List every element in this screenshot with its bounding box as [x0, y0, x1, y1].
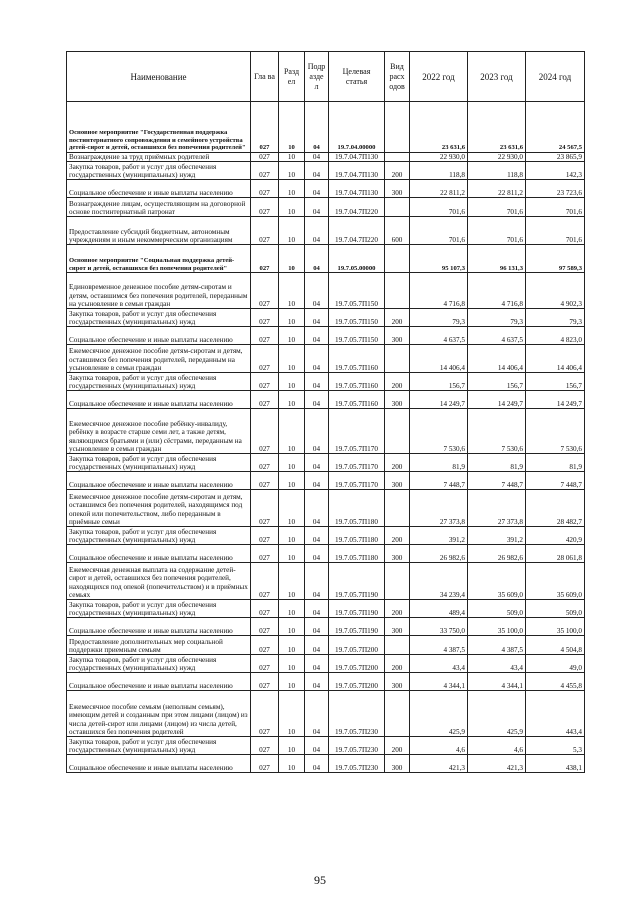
cell-glava: 027: [251, 327, 279, 345]
cell-statya: 19.7.05.7П200: [329, 655, 385, 673]
cell-statya: 19.7.05.7П160: [329, 391, 385, 409]
cell-vid: [385, 102, 410, 153]
cell-podrazdel: 04: [305, 472, 329, 490]
cell-podrazdel: 04: [305, 373, 329, 391]
cell-statya: 19.7.05.7П150: [329, 309, 385, 327]
table-row: [67, 309, 585, 327]
table-row: [67, 198, 585, 217]
cell-2024: 142,3: [526, 162, 585, 180]
cell-statya: 19.7.05.7П230: [329, 755, 385, 773]
cell-statya: 19.7.05.7П190: [329, 563, 385, 600]
cell-statya: 19.7.05.7П190: [329, 618, 385, 636]
table-row: [67, 162, 585, 180]
cell-statya: 19.7.05.7П150: [329, 273, 385, 309]
cell-vid: 600: [385, 217, 410, 245]
cell-glava: 027: [251, 618, 279, 636]
cell-2022: 156,7: [410, 373, 468, 391]
cell-podrazdel: 04: [305, 545, 329, 563]
cell-2022: 489,4: [410, 600, 468, 618]
cell-2023: 7 448,7: [468, 472, 526, 490]
cell-name: Закупка товаров, работ и услуг для обеспечения государственных (муниципальных) нужд: [67, 600, 251, 618]
cell-podrazdel: 04: [305, 527, 329, 545]
cell-2024: 701,6: [526, 217, 585, 245]
cell-2023: 7 530,6: [468, 409, 526, 454]
cell-vid: 200: [385, 527, 410, 545]
cell-2023: 26 982,6: [468, 545, 526, 563]
table-row: [67, 180, 585, 198]
cell-glava: 027: [251, 273, 279, 309]
cell-2023: 701,6: [468, 217, 526, 245]
table-row: [67, 391, 585, 409]
cell-2022: 7 448,7: [410, 472, 468, 490]
cell-vid: [385, 636, 410, 655]
cell-statya: 19.7.05.7П180: [329, 527, 385, 545]
cell-vid: 200: [385, 454, 410, 472]
header-name: Наименование: [67, 52, 251, 102]
cell-2023: 23 631,6: [468, 102, 526, 153]
cell-2024: 4 455,8: [526, 673, 585, 691]
cell-2024: 4 902,3: [526, 273, 585, 309]
cell-2023: 96 131,3: [468, 245, 526, 273]
cell-2022: 22 930,0: [410, 153, 468, 162]
cell-glava: 027: [251, 673, 279, 691]
cell-2022: 27 373,8: [410, 490, 468, 527]
cell-statya: 19.7.05.7П200: [329, 636, 385, 655]
cell-2023: 27 373,8: [468, 490, 526, 527]
cell-glava: 027: [251, 345, 279, 373]
cell-vid: 300: [385, 755, 410, 773]
cell-vid: [385, 563, 410, 600]
cell-podrazdel: 04: [305, 409, 329, 454]
cell-podrazdel: 04: [305, 391, 329, 409]
cell-razdel: 10: [279, 273, 305, 309]
table-row: [67, 527, 585, 545]
cell-razdel: 10: [279, 472, 305, 490]
cell-2024: 35 609,0: [526, 563, 585, 600]
cell-vid: 300: [385, 472, 410, 490]
table-header-row: [67, 52, 585, 102]
cell-2023: 421,3: [468, 755, 526, 773]
header-statya: Целевая статья: [329, 52, 385, 102]
cell-razdel: 10: [279, 409, 305, 454]
cell-2022: 4 344,1: [410, 673, 468, 691]
cell-2024: 97 589,3: [526, 245, 585, 273]
cell-2023: 43,4: [468, 655, 526, 673]
cell-vid: 300: [385, 180, 410, 198]
cell-name: Ежемесячное денежное пособие ребёнку-инвалиду, ребёнку в возрасте старше семи лет, а также детям, являющимся братьями и (или) сёстрами, переданным на усыновление в семьи граждан: [67, 409, 251, 454]
cell-2022: 14 249,7: [410, 391, 468, 409]
cell-2022: 421,3: [410, 755, 468, 773]
cell-razdel: 10: [279, 309, 305, 327]
cell-2023: 14 249,7: [468, 391, 526, 409]
table-row: [67, 472, 585, 490]
cell-2024: 4 504,8: [526, 636, 585, 655]
cell-glava: 027: [251, 373, 279, 391]
cell-2022: 33 750,0: [410, 618, 468, 636]
table-row: [67, 691, 585, 737]
page-number: 95: [314, 873, 326, 887]
table-row: [67, 345, 585, 373]
cell-razdel: 10: [279, 217, 305, 245]
table-row: [67, 655, 585, 673]
cell-statya: 19.7.05.7П200: [329, 673, 385, 691]
table-row: [67, 600, 585, 618]
cell-podrazdel: 04: [305, 490, 329, 527]
cell-vid: 300: [385, 673, 410, 691]
header-2023: 2023 год: [468, 52, 526, 102]
cell-vid: 200: [385, 655, 410, 673]
cell-razdel: 10: [279, 655, 305, 673]
cell-glava: 027: [251, 180, 279, 198]
cell-vid: 200: [385, 600, 410, 618]
cell-razdel: 10: [279, 618, 305, 636]
cell-statya: 19.7.05.7П160: [329, 345, 385, 373]
cell-vid: 200: [385, 737, 410, 755]
cell-vid: [385, 490, 410, 527]
cell-podrazdel: 04: [305, 454, 329, 472]
cell-2024: 7 530,6: [526, 409, 585, 454]
cell-vid: 300: [385, 618, 410, 636]
cell-podrazdel: 04: [305, 755, 329, 773]
cell-2022: 4 637,5: [410, 327, 468, 345]
cell-2022: 118,8: [410, 162, 468, 180]
cell-vid: [385, 153, 410, 162]
cell-2024: 81,9: [526, 454, 585, 472]
cell-glava: 027: [251, 527, 279, 545]
cell-vid: 200: [385, 309, 410, 327]
table-row: [67, 490, 585, 527]
table-body: [67, 102, 585, 773]
cell-name: Социальное обеспечение и иные выплаты населению: [67, 545, 251, 563]
cell-2022: 14 406,4: [410, 345, 468, 373]
cell-2022: 4 716,8: [410, 273, 468, 309]
cell-glava: 027: [251, 217, 279, 245]
cell-glava: 027: [251, 737, 279, 755]
cell-2024: 14 406,4: [526, 345, 585, 373]
cell-razdel: 10: [279, 527, 305, 545]
cell-razdel: 10: [279, 245, 305, 273]
cell-podrazdel: 04: [305, 618, 329, 636]
cell-2023: 701,6: [468, 198, 526, 217]
cell-statya: 19.7.05.7П230: [329, 737, 385, 755]
table-row: [67, 153, 585, 162]
cell-glava: 027: [251, 153, 279, 162]
cell-glava: 027: [251, 102, 279, 153]
cell-2023: 425,9: [468, 691, 526, 737]
cell-vid: 300: [385, 545, 410, 563]
cell-podrazdel: 04: [305, 673, 329, 691]
cell-2023: 4 637,5: [468, 327, 526, 345]
cell-2022: 425,9: [410, 691, 468, 737]
table-row: [67, 327, 585, 345]
cell-name: Закупка товаров, работ и услуг для обеспечения государственных (муниципальных) нужд: [67, 527, 251, 545]
cell-name: Социальное обеспечение и иные выплаты населению: [67, 180, 251, 198]
cell-2024: 24 567,5: [526, 102, 585, 153]
cell-2022: 4 387,5: [410, 636, 468, 655]
cell-razdel: 10: [279, 737, 305, 755]
cell-2022: 95 107,3: [410, 245, 468, 273]
cell-statya: 19.7.04.00000: [329, 102, 385, 153]
cell-2024: 35 100,0: [526, 618, 585, 636]
header-2022: 2022 год: [410, 52, 468, 102]
cell-2022: 26 982,6: [410, 545, 468, 563]
header-glava: Гла ва: [251, 52, 279, 102]
header-podrazdel: Подр азде л: [305, 52, 329, 102]
cell-2023: 4 387,5: [468, 636, 526, 655]
cell-name: Ежемесячное пособие семьям (неполным семьям), имеющим детей и созданным при этом лицами (лицом) из числа детей-сирот или лицами (лицом) из числа детей, оставшихся без попечения родителей: [67, 691, 251, 737]
cell-2024: 79,3: [526, 309, 585, 327]
cell-2024: 4 823,0: [526, 327, 585, 345]
cell-name: Социальное обеспечение и иные выплаты населению: [67, 673, 251, 691]
cell-2024: 23 723,6: [526, 180, 585, 198]
cell-name: Вознаграждение за труд приёмных родителей: [67, 153, 251, 162]
cell-vid: [385, 691, 410, 737]
cell-razdel: 10: [279, 373, 305, 391]
cell-razdel: 10: [279, 691, 305, 737]
cell-glava: 027: [251, 472, 279, 490]
cell-razdel: 10: [279, 153, 305, 162]
cell-2024: 23 865,9: [526, 153, 585, 162]
cell-podrazdel: 04: [305, 245, 329, 273]
cell-podrazdel: 04: [305, 162, 329, 180]
cell-name: Вознаграждение лицам, осуществляющим на договорной основе постинтернатный патронат: [67, 198, 251, 217]
header-razdel: Разд ел: [279, 52, 305, 102]
cell-2022: 23 631,6: [410, 102, 468, 153]
cell-podrazdel: 04: [305, 636, 329, 655]
cell-podrazdel: 04: [305, 327, 329, 345]
cell-podrazdel: 04: [305, 153, 329, 162]
cell-statya: 19.7.05.7П150: [329, 327, 385, 345]
cell-vid: [385, 198, 410, 217]
cell-statya: 19.7.05.7П180: [329, 490, 385, 527]
cell-podrazdel: 04: [305, 600, 329, 618]
cell-2023: 81,9: [468, 454, 526, 472]
table-row: [67, 563, 585, 600]
cell-razdel: 10: [279, 391, 305, 409]
cell-2022: 81,9: [410, 454, 468, 472]
cell-statya: 19.7.05.7П160: [329, 373, 385, 391]
cell-name: Основное мероприятие "Социальная поддержка детей-сирот и детей, оставшихся без попечения родителей": [67, 245, 251, 273]
cell-statya: 19.7.04.7П130: [329, 153, 385, 162]
cell-glava: 027: [251, 490, 279, 527]
cell-2023: 4 716,8: [468, 273, 526, 309]
cell-razdel: 10: [279, 327, 305, 345]
cell-2024: 14 249,7: [526, 391, 585, 409]
cell-2024: 5,3: [526, 737, 585, 755]
cell-name: Закупка товаров, работ и услуг для обеспечения государственных (муниципальных) нужд: [67, 309, 251, 327]
cell-statya: 19.7.05.7П170: [329, 454, 385, 472]
cell-podrazdel: 04: [305, 309, 329, 327]
cell-statya: 19.7.04.7П130: [329, 180, 385, 198]
cell-2023: 14 406,4: [468, 345, 526, 373]
table-row: [67, 454, 585, 472]
cell-name: Основное мероприятие "Государственная поддержка постинтернатного сопровождения и семейного устройства детей-сирот и детей, оставшихся без попечения родителей": [67, 102, 251, 153]
table-row: [67, 409, 585, 454]
cell-glava: 027: [251, 636, 279, 655]
cell-podrazdel: 04: [305, 691, 329, 737]
cell-glava: 027: [251, 198, 279, 217]
cell-2024: 156,7: [526, 373, 585, 391]
table-row: [67, 373, 585, 391]
cell-razdel: 10: [279, 755, 305, 773]
cell-2024: 420,9: [526, 527, 585, 545]
cell-2023: 35 100,0: [468, 618, 526, 636]
budget-table: [66, 51, 585, 773]
header-2024: 2024 год: [526, 52, 585, 102]
cell-name: Единовременное денежное пособие детям-сиротам и детям, оставшимся без попечения родителей, переданным на усыновление в семьи граждан: [67, 273, 251, 309]
cell-razdel: 10: [279, 345, 305, 373]
cell-name: Социальное обеспечение и иные выплаты населению: [67, 327, 251, 345]
cell-razdel: 10: [279, 198, 305, 217]
cell-2022: 4,6: [410, 737, 468, 755]
cell-statya: 19.7.05.7П230: [329, 691, 385, 737]
cell-2022: 43,4: [410, 655, 468, 673]
cell-2024: 49,0: [526, 655, 585, 673]
cell-glava: 027: [251, 454, 279, 472]
cell-2023: 22 811,2: [468, 180, 526, 198]
cell-razdel: 10: [279, 180, 305, 198]
table-row: [67, 636, 585, 655]
cell-name: Закупка товаров, работ и услуг для обеспечения государственных (муниципальных) нужд: [67, 373, 251, 391]
cell-name: Закупка товаров, работ и услуг для обеспечения государственных (муниципальных) нужд: [67, 655, 251, 673]
cell-2023: 118,8: [468, 162, 526, 180]
cell-razdel: 10: [279, 563, 305, 600]
cell-vid: [385, 245, 410, 273]
cell-2024: 509,0: [526, 600, 585, 618]
cell-podrazdel: 04: [305, 737, 329, 755]
cell-vid: [385, 409, 410, 454]
cell-2023: 35 609,0: [468, 563, 526, 600]
cell-podrazdel: 04: [305, 273, 329, 309]
cell-razdel: 10: [279, 454, 305, 472]
cell-vid: 300: [385, 327, 410, 345]
cell-podrazdel: 04: [305, 180, 329, 198]
cell-2022: 7 530,6: [410, 409, 468, 454]
cell-2022: 34 239,4: [410, 563, 468, 600]
cell-2024: 701,6: [526, 198, 585, 217]
cell-razdel: 10: [279, 673, 305, 691]
cell-podrazdel: 04: [305, 563, 329, 600]
cell-glava: 027: [251, 545, 279, 563]
cell-razdel: 10: [279, 490, 305, 527]
cell-2023: 79,3: [468, 309, 526, 327]
cell-2022: 701,6: [410, 217, 468, 245]
table-row: [67, 673, 585, 691]
cell-name: Социальное обеспечение и иные выплаты населению: [67, 755, 251, 773]
cell-razdel: 10: [279, 102, 305, 153]
cell-statya: 19.7.04.7П130: [329, 162, 385, 180]
cell-name: Ежемесячное денежное пособие детям-сиротам и детям, оставшимся без попечения родителей, переданным на усыновление в семьи граждан: [67, 345, 251, 373]
cell-name: Предоставление дополнительных мер социальной поддержки приемным семьям: [67, 636, 251, 655]
cell-2023: 4,6: [468, 737, 526, 755]
cell-2024: 7 448,7: [526, 472, 585, 490]
cell-glava: 027: [251, 309, 279, 327]
cell-statya: 19.7.04.7П220: [329, 217, 385, 245]
table-row: [67, 618, 585, 636]
cell-name: Социальное обеспечение и иные выплаты населению: [67, 391, 251, 409]
cell-glava: 027: [251, 245, 279, 273]
cell-glava: 027: [251, 755, 279, 773]
cell-2023: 156,7: [468, 373, 526, 391]
cell-statya: 19.7.05.7П170: [329, 409, 385, 454]
cell-glava: 027: [251, 563, 279, 600]
cell-podrazdel: 04: [305, 345, 329, 373]
cell-2022: 79,3: [410, 309, 468, 327]
table-row: [67, 273, 585, 309]
cell-glava: 027: [251, 391, 279, 409]
cell-2022: 22 811,2: [410, 180, 468, 198]
cell-podrazdel: 04: [305, 198, 329, 217]
cell-glava: 027: [251, 162, 279, 180]
table-row: [67, 102, 585, 153]
cell-glava: 027: [251, 409, 279, 454]
cell-statya: 19.7.05.7П190: [329, 600, 385, 618]
cell-2023: 509,0: [468, 600, 526, 618]
table-row: [67, 737, 585, 755]
cell-name: Закупка товаров, работ и услуг для обеспечения государственных (муниципальных) нужд: [67, 162, 251, 180]
cell-2023: 22 930,0: [468, 153, 526, 162]
header-vid: Вид расх одов: [385, 52, 410, 102]
cell-name: Социальное обеспечение и иные выплаты населению: [67, 472, 251, 490]
cell-name: Закупка товаров, работ и услуг для обеспечения государственных (муниципальных) нужд: [67, 454, 251, 472]
cell-2023: 391,2: [468, 527, 526, 545]
cell-2023: 4 344,1: [468, 673, 526, 691]
table-row: [67, 755, 585, 773]
cell-statya: 19.7.04.7П220: [329, 198, 385, 217]
cell-2022: 701,6: [410, 198, 468, 217]
cell-name: Ежемесячное денежное пособие детям-сиротам и детям, оставшимся без попечения родителей, находящимся под опекой или попечительством, либо переданным в приёмные семьи: [67, 490, 251, 527]
cell-2024: 28 482,7: [526, 490, 585, 527]
cell-vid: [385, 345, 410, 373]
cell-podrazdel: 04: [305, 102, 329, 153]
cell-statya: 19.7.05.00000: [329, 245, 385, 273]
cell-razdel: 10: [279, 600, 305, 618]
cell-vid: [385, 273, 410, 309]
cell-2024: 438,1: [526, 755, 585, 773]
table-row: [67, 217, 585, 245]
cell-vid: 200: [385, 162, 410, 180]
table-row: [67, 245, 585, 273]
cell-2022: 391,2: [410, 527, 468, 545]
cell-name: Ежемесячная денежная выплата на содержание детей-сирот и детей, оставшихся без попечения родителей, находящихся под опекой (попечительством) и в приёмных семьях: [67, 563, 251, 600]
cell-statya: 19.7.05.7П180: [329, 545, 385, 563]
cell-vid: 300: [385, 391, 410, 409]
cell-podrazdel: 04: [305, 217, 329, 245]
cell-name: Закупка товаров, работ и услуг для обеспечения государственных (муниципальных) нужд: [67, 737, 251, 755]
cell-glava: 027: [251, 655, 279, 673]
cell-2024: 443,4: [526, 691, 585, 737]
cell-podrazdel: 04: [305, 655, 329, 673]
cell-glava: 027: [251, 691, 279, 737]
cell-2024: 28 061,8: [526, 545, 585, 563]
cell-name: Предоставление субсидий бюджетным, автономным учреждениям и иным некоммерческим организациям: [67, 217, 251, 245]
cell-name: Социальное обеспечение и иные выплаты населению: [67, 618, 251, 636]
cell-razdel: 10: [279, 162, 305, 180]
budget-table-page: [66, 51, 584, 773]
table-row: [67, 545, 585, 563]
cell-glava: 027: [251, 600, 279, 618]
cell-vid: 200: [385, 373, 410, 391]
cell-razdel: 10: [279, 545, 305, 563]
cell-razdel: 10: [279, 636, 305, 655]
cell-statya: 19.7.05.7П170: [329, 472, 385, 490]
